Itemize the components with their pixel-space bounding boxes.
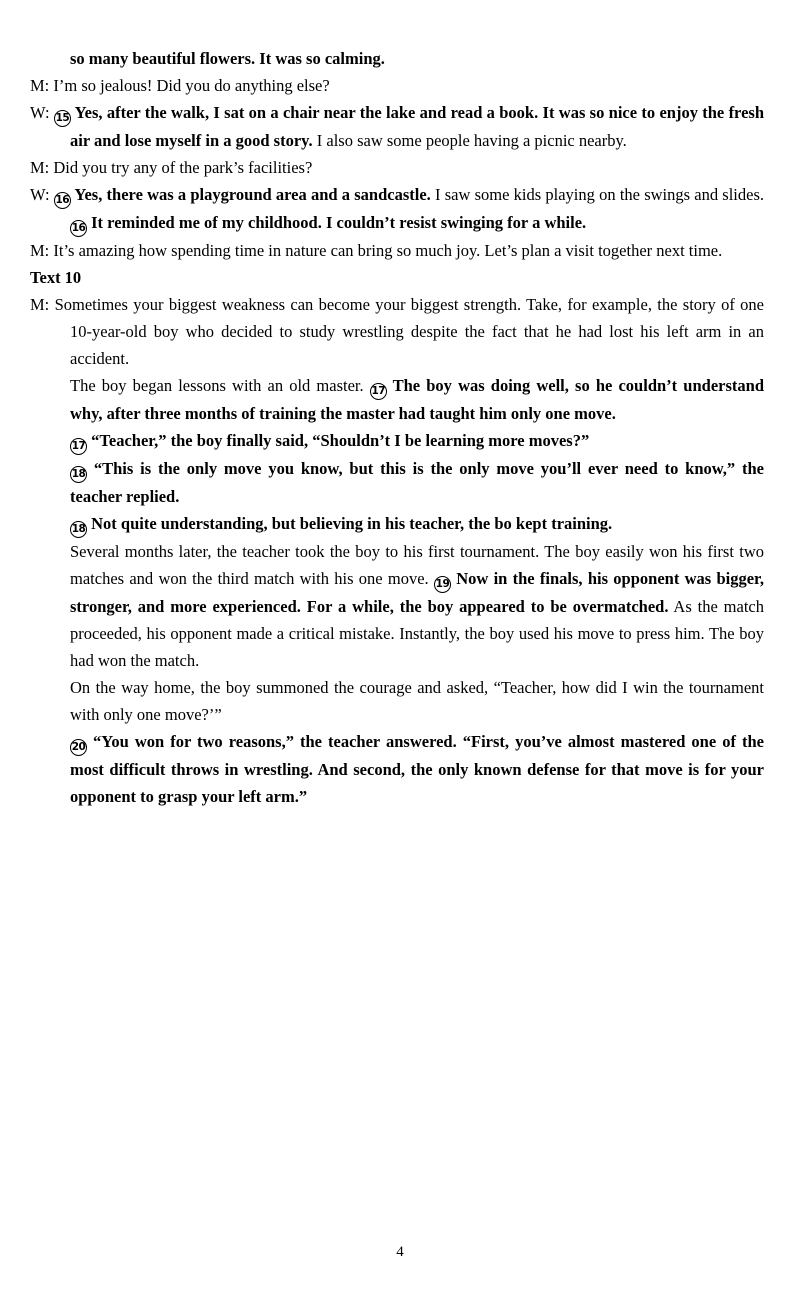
- bold-text: It reminded me of my childhood. I couldn’t resist swinging for a while.: [87, 213, 587, 232]
- circled-number: 17: [70, 438, 87, 455]
- bold-text: “You won for two reasons,” the teacher answered. “First, you’ve almost mastered one of the most difficult throws in wrestling. And second, the only known defense for that move is for your opponent to grasp your left arm.”: [70, 732, 764, 806]
- circled-number: 15: [54, 110, 71, 127]
- text: It’s amazing how spending time in nature can bring so much joy. Let’s plan a visit together next time.: [53, 241, 723, 260]
- bold-text: so many beautiful flowers. It was so calming.: [70, 49, 385, 68]
- text: Sometimes your biggest weakness can become your biggest strength. Take, for example, the story of one 10-year-old boy who decided to study wrestling despite the fact that he had lost his left arm in an accident.: [54, 295, 764, 368]
- bold-text: Now in the finals, his opponent was bigger, stronger, and more experienced. For a while, the boy appeared to be overmatched.: [70, 569, 764, 616]
- paragraph: [30, 538, 764, 674]
- speaker-label: M:: [30, 76, 54, 95]
- bold-text: “This is the only move you know, but this is the only move you’ll ever need to know,” the teacher replied.: [70, 459, 764, 506]
- page-number: 4: [396, 1244, 404, 1260]
- paragraph: [30, 510, 764, 538]
- text: I saw some kids playing on the swings and slides.: [430, 185, 764, 204]
- circled-number: 16: [54, 192, 71, 209]
- text: I also saw some people having a picnic nearby.: [312, 131, 627, 150]
- text: Did you try any of the park’s facilities?: [53, 158, 313, 177]
- section-heading: Text 10: [30, 268, 82, 287]
- paragraph: [30, 427, 764, 455]
- speaker-label: M:: [30, 241, 54, 260]
- paragraph: [30, 455, 764, 510]
- dialogue-line: [30, 72, 764, 99]
- bold-text: Yes, there was a playground area and a sandcastle.: [70, 185, 431, 204]
- bold-text: The boy was doing well, so he couldn’t understand why, after three months of training the master had taught him only one move.: [70, 376, 764, 423]
- speaker-label: W:: [30, 103, 54, 122]
- dialogue-line: [30, 181, 764, 237]
- circled-number: 16: [70, 220, 87, 237]
- speaker-label: M:: [30, 158, 54, 177]
- bold-text: “Teacher,” the boy finally said, “Shouldn’t I be learning more moves?”: [87, 431, 590, 450]
- circled-number: 18: [70, 521, 87, 538]
- dialogue-line: [30, 237, 764, 264]
- text: Several months later, the teacher took the boy to his first tournament. The boy easily won his first two matches and won the third match with his one move.: [70, 542, 764, 588]
- dialogue-line: [30, 154, 764, 181]
- circled-number: 20: [70, 739, 87, 756]
- text: I’m so jealous! Did you do anything else?: [53, 76, 330, 95]
- circled-number: 17: [370, 383, 387, 400]
- paragraph: [30, 674, 764, 728]
- bold-text: Not quite understanding, but believing in his teacher, the bo kept training.: [87, 514, 613, 533]
- bold-text: Yes, after the walk, I sat on a chair near the lake and read a book. It was so nice to enjoy the fresh air and lose myself in a good story.: [70, 103, 765, 150]
- transcript: [30, 45, 764, 810]
- text: On the way home, the boy summoned the courage and asked, “Teacher, how did I win the tournament with only one move?’”: [70, 678, 764, 724]
- text: The boy began lessons with an old master.: [70, 376, 370, 395]
- dialogue-line: [30, 45, 764, 72]
- speaker-label: W:: [30, 185, 54, 204]
- circled-number: 18: [70, 466, 87, 483]
- paragraph: [30, 728, 764, 810]
- text: As the match proceeded, his opponent made a critical mistake. Instantly, the boy used his move to press him. The boy had won the match.: [70, 597, 764, 670]
- paragraph: [30, 372, 764, 427]
- circled-number: 19: [434, 576, 451, 593]
- dialogue-line: [30, 99, 764, 154]
- speaker-label: M:: [30, 295, 55, 314]
- dialogue-line: [30, 291, 764, 372]
